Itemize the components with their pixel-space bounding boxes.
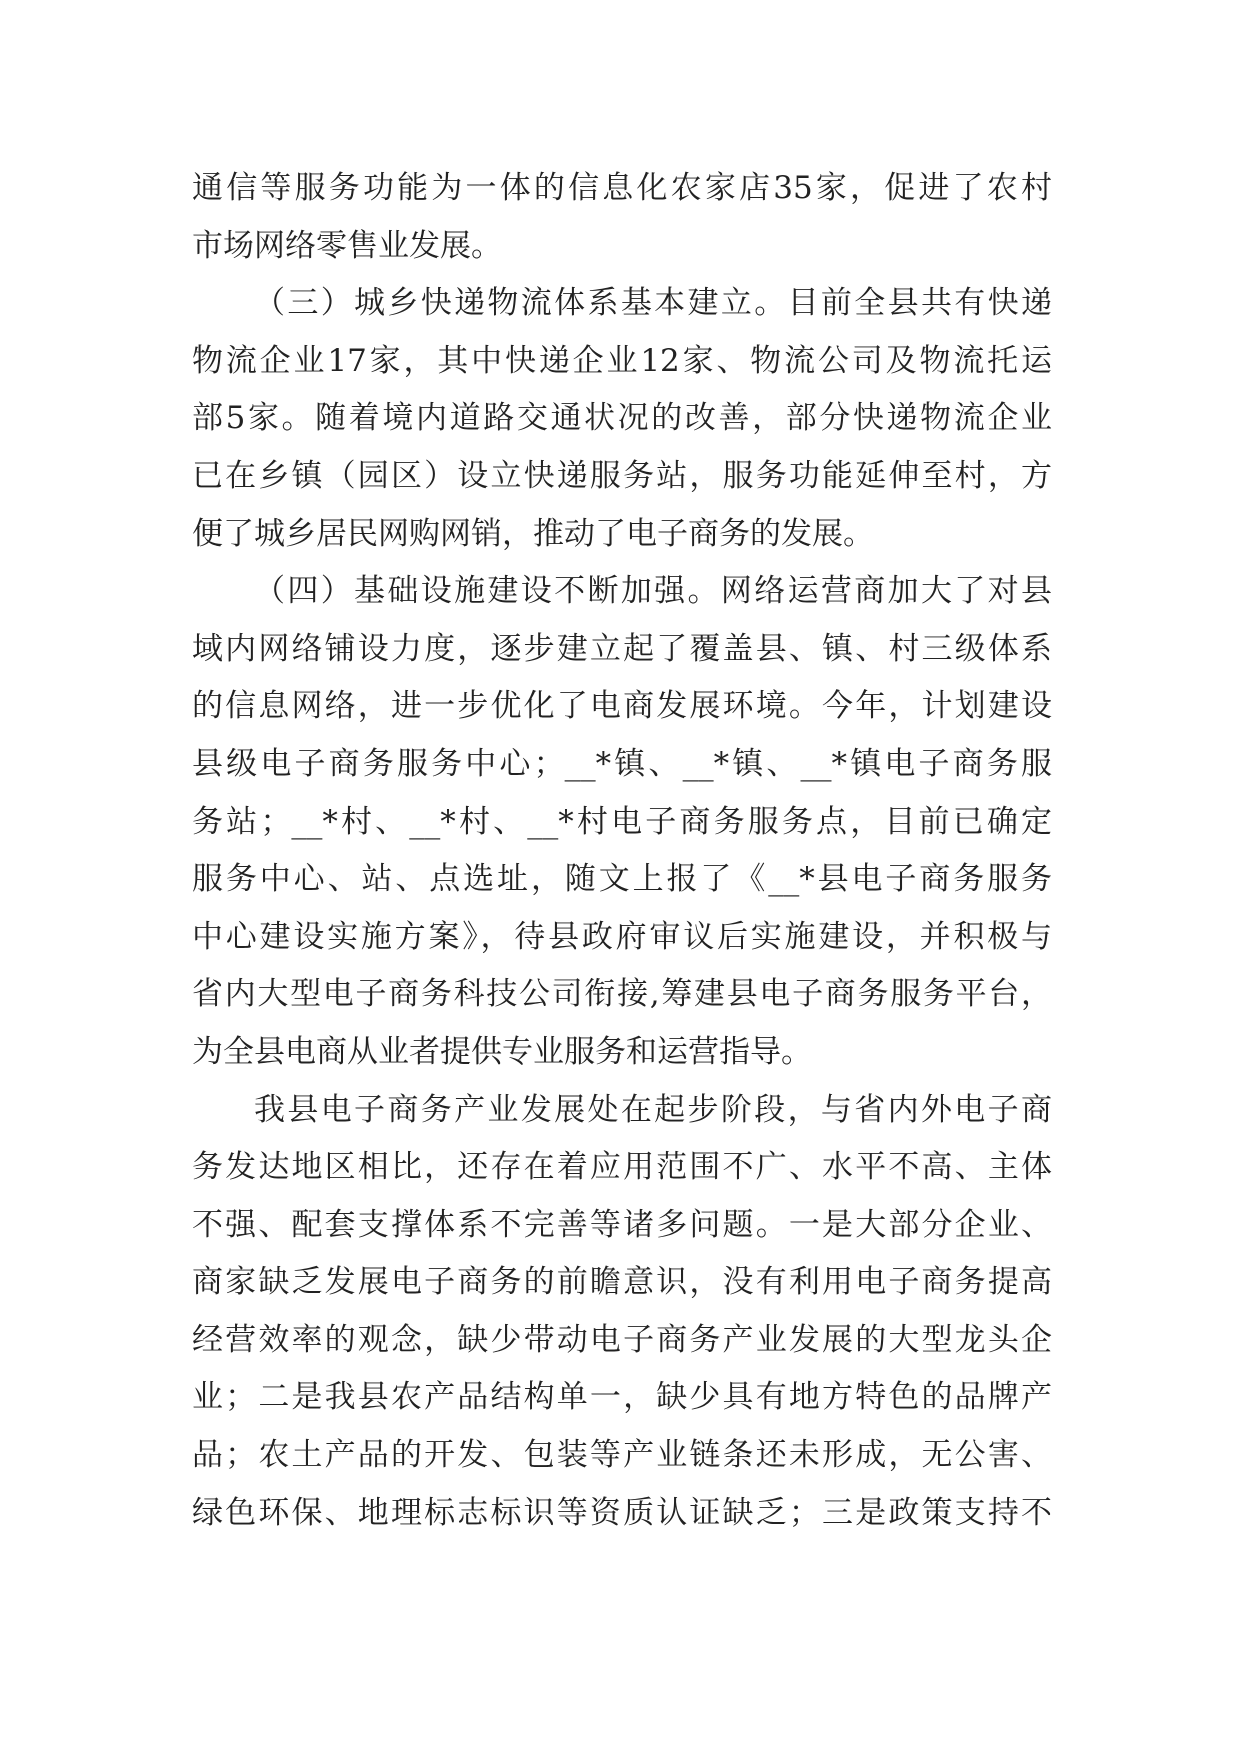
text-line: 服务中心、站、点选址，随文上报了《__*县电子商务服务 (192, 861, 1052, 898)
text-line: 务发达地区相比，还存在着应用范围不广、水平不高、主体 (192, 1149, 1052, 1186)
text-line: 部5家。随着境内道路交通状况的改善，部分快递物流企业 (192, 400, 1052, 437)
text-line: 市场网络零售业发展。 (192, 227, 502, 264)
text-line: 通信等服务功能为一体的信息化农家店35家，促进了农村 (192, 170, 1052, 206)
text-line: 为全县电商从业者提供专业服务和运营指导。 (192, 1033, 812, 1070)
paragraph-first-line: （四）基础设施建设不断加强。网络运营商加大了对县 (254, 573, 1052, 610)
text-line: 已在乡镇（园区）设立快递服务站，服务功能延伸至村，方 (192, 457, 1052, 494)
text-line: 中心建设实施方案》，待县政府审议后实施建设，并积极与 (192, 918, 1052, 955)
text-line: 县级电子商务服务中心；__*镇、__*镇、__*镇电子商务服 (192, 745, 1052, 782)
text-line: 不强、配套支撑体系不完善等诸多问题。一是大部分企业、 (192, 1206, 1052, 1243)
paragraph-first-line: 我县电子商务产业发展处在起步阶段，与省内外电子商 (254, 1091, 1052, 1128)
text-line: 业；二是我县农产品结构单一，缺少具有地方特色的品牌产 (192, 1379, 1052, 1416)
paragraph-first-line: （三）城乡快递物流体系基本建立。目前全县共有快递 (254, 285, 1052, 322)
text-line: 的信息网络，进一步优化了电商发展环境。今年，计划建设 (192, 688, 1052, 725)
text-line: 物流企业17家，其中快递企业12家、物流公司及物流托运 (192, 342, 1052, 379)
document-body (192, 160, 1052, 1542)
text-line: 商家缺乏发展电子商务的前瞻意识，没有利用电子商务提高 (192, 1264, 1052, 1301)
text-line: 便了城乡居民网购网销，推动了电子商务的发展。 (192, 515, 874, 552)
text-line: 品；农土产品的开发、包装等产业链条还未形成，无公害、 (192, 1437, 1052, 1474)
text-line: 绿色环保、地理标志标识等资质认证缺乏；三是政策支持不 (192, 1494, 1052, 1531)
text-line: 务站；__*村、__*村、__*村电子商务服务点，目前已确定 (192, 803, 1052, 840)
text-line: 域内网络铺设力度，逐步建立起了覆盖县、镇、村三级体系 (192, 630, 1052, 667)
text-line: 省内大型电子商务科技公司衔接,筹建县电子商务服务平台， (192, 976, 1052, 1013)
text-line: 经营效率的观念，缺少带动电子商务产业发展的大型龙头企 (192, 1321, 1052, 1358)
